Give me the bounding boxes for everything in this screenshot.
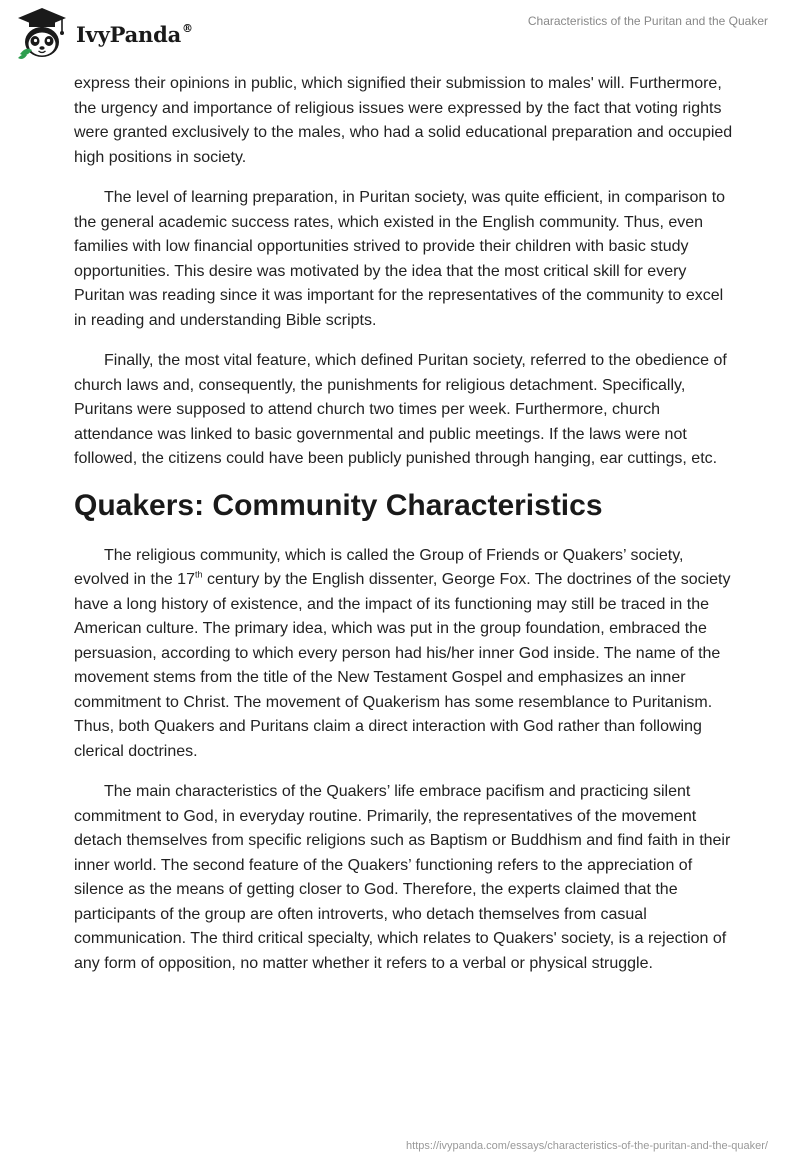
paragraph-4-part-2: century by the English dissenter, George Fox. The doctrines of the society have a long history of existence, and the impact of its functioning may still be traced in the American culture. The primary idea, which was put in the group foundation, embraced the persuasion, according to which every person had his/her inner God inside. The name of the movement stems from the title of the New Testament Gospel and emphasizes an inner commitment to Christ. The movement of Quakerism has some resemblance to Puritanism. Thus, both Quakers and Puritans claim a direct interaction with God rather than following clerical doctrines. bbox=[74, 571, 731, 760]
registered-mark: ® bbox=[182, 21, 193, 35]
paragraph-3: Finally, the most vital feature, which defined Puritan society, referred to the obedience of church laws and, consequently, the punishments for religious detachment. Specifically, Puritans were supposed to attend church two times per week. Furthermore, church attendance was linked to basic governmental and public meetings. If the laws were not followed, the citizens could have been publicly punished through hanging, ear cuttings, etc. bbox=[74, 352, 727, 467]
paragraph-2: The level of learning preparation, in Puritan society, was quite efficient, in comparison to the general academic success rates, which existed in the English community. Thus, even families with low financial opportunities strived to provide their children with basic study opportunities. This desire was motivated by the idea that the most critical skill for every Puritan was reading since it was important for the representatives of the community to excel in reading and understanding Bible scripts. bbox=[74, 189, 726, 329]
panda-graduate-icon bbox=[14, 6, 70, 62]
paragraph-1: express their opinions in public, which signified their submission to males' will. Furthermore, the urgency and importance of religious issues were expressed by the fact that voting rights were granted exclusively to the males, who had a solid educational preparation and occupied high positions in society. bbox=[74, 75, 733, 166]
source-url[interactable]: https://ivypanda.com/essays/characteristics-of-the-puritan-and-the-quaker/ bbox=[406, 1140, 768, 1152]
ivypanda-logo[interactable] bbox=[14, 6, 193, 62]
paragraph-5: The main characteristics of the Quakers’ life embrace pacifism and practicing silent commitment to God, in everyday routine. Primarily, the representatives of the movement detach themselves from specific religions such as Baptism or Buddhism and find faith in their inner world. The second feature of the Quakers’ functioning refers to the appreciation of silence as the means of getting closer to God. Therefore, the experts claimed that the participants of the group are often introverts, who detach themselves from casual communication. The third critical specialty, which relates to Quakers' society, is a rejection of any form of opposition, no matter whether it refers to a verbal or physical struggle. bbox=[74, 783, 731, 972]
page-header bbox=[0, 0, 800, 70]
document-title: Characteristics of the Puritan and the Quaker bbox=[527, 14, 768, 28]
ordinal-suffix: th bbox=[194, 569, 203, 580]
section-heading: Quakers: Community Characteristics bbox=[74, 488, 603, 522]
essay-content bbox=[74, 72, 734, 992]
paragraph-4-part-1: The religious community, which is called the Group of Friends or Quakers’ society, evolved in the 17 bbox=[74, 546, 684, 588]
logo-wordmark: IvyPanda® bbox=[76, 21, 193, 47]
paragraph-4 bbox=[74, 544, 734, 765]
